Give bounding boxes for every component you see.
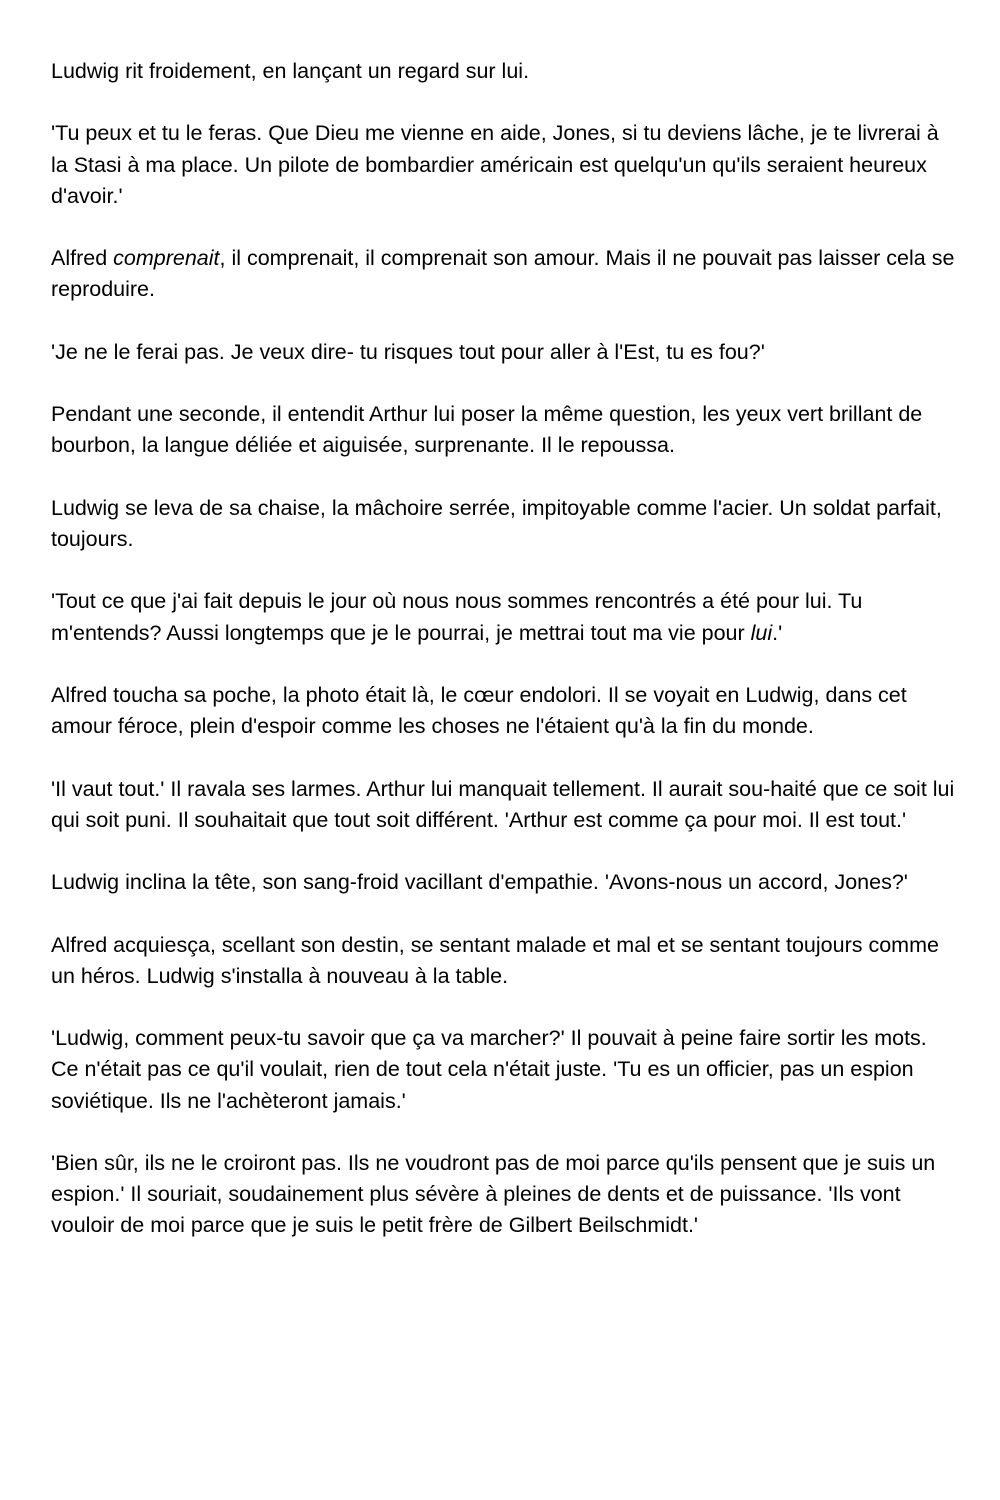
paragraph: [51, 1023, 956, 1117]
paragraph-text: Ludwig se leva de sa chaise, la mâchoire serrée, impitoyable comme l'acier. Un soldat parfait, toujours.: [51, 495, 942, 551]
emphasis-text: comprenait: [113, 246, 220, 271]
paragraph: [51, 493, 956, 555]
paragraph: [51, 337, 956, 368]
paragraph-text: 'Bien sûr, ils ne le croiront pas. Ils ne voudront pas de moi parce qu'ils pensent que je suis un espion.' Il souriait, soudainement plus sévère à pleines de dents et de puissance. 'Ils vont vouloir de moi parce que je suis le petit frère de Gilbert Beilschmidt.': [51, 1150, 936, 1238]
paragraph-text: Pendant une seconde, il entendit Arthur lui poser la même question, les yeux vert brillant de bourbon, la langue déliée et aiguisée, surprenante. Il le repoussa.: [51, 402, 923, 458]
paragraph: [51, 586, 956, 648]
emphasis-text: lui: [750, 620, 773, 645]
paragraph-text: , il comprenait, il comprenait son amour. Mais il ne pouvait pas laisser cela se reproduire.: [51, 246, 955, 302]
paragraph: [51, 118, 956, 212]
paragraph-text: 'Ludwig, comment peux-tu savoir que ça va marcher?' Il pouvait à peine faire sortir les mots. Ce n'était pas ce qu'il voulait, rien de tout cela n'était juste. 'Tu es un officier, pas un espion soviétique. Ils ne l'achèteront jamais.': [51, 1026, 927, 1113]
paragraph: [51, 867, 956, 898]
paragraph-text: 'Il vaut tout.' Il ravala ses larmes. Arthur lui manquait tellement. Il aurait sou-haité que ce soit lui qui soit puni. Il souhaitait que tout soit différent. 'Arthur est comme ça pour moi. Il est tout.': [51, 776, 955, 832]
paragraph-text: Alfred: [51, 246, 114, 271]
paragraph: [51, 1148, 956, 1242]
paragraph-text: 'Tout ce que j'ai fait depuis le jour où nous nous sommes rencontrés a été pour lui. Tu m'entends? Aussi longtemps que je le pourrai, je mettrai tout ma vie pour: [51, 589, 863, 645]
paragraph-text: Ludwig inclina la tête, son sang-froid vacillant d'empathie. 'Avons-nous un accord, Jones?': [51, 870, 908, 895]
paragraph: [51, 399, 956, 461]
paragraph: [51, 56, 956, 87]
paragraph: [51, 243, 956, 305]
paragraph: [51, 680, 956, 742]
paragraph: [51, 930, 956, 992]
paragraph-text: Ludwig rit froidement, en lançant un regard sur lui.: [51, 59, 530, 83]
paragraph: [51, 774, 956, 836]
paragraph-text: 'Tu peux et tu le feras. Que Dieu me vienne en aide, Jones, si tu deviens lâche, je te livrerai à la Stasi à ma place. Un pilote de bombardier américain est quelqu'un qu'ils seraient heureux d'avoir.': [51, 121, 939, 208]
paragraph-text: Alfred toucha sa poche, la photo était là, le cœur endolori. Il se voyait en Ludwig, dans cet amour féroce, plein d'espoir comme les choses ne l'étaient qu'à la fin du monde.: [51, 682, 907, 739]
paragraph-text: 'Je ne le ferai pas. Je veux dire- tu risques tout pour aller à l'Est, tu es fou?': [51, 339, 765, 364]
document-page: [51, 56, 956, 1273]
paragraph-text: .': [772, 620, 783, 645]
paragraph-text: Alfred acquiesça, scellant son destin, se sentant malade et mal et se sentant toujours comme un héros. Ludwig s'installa à nouveau à la table.: [51, 932, 939, 988]
